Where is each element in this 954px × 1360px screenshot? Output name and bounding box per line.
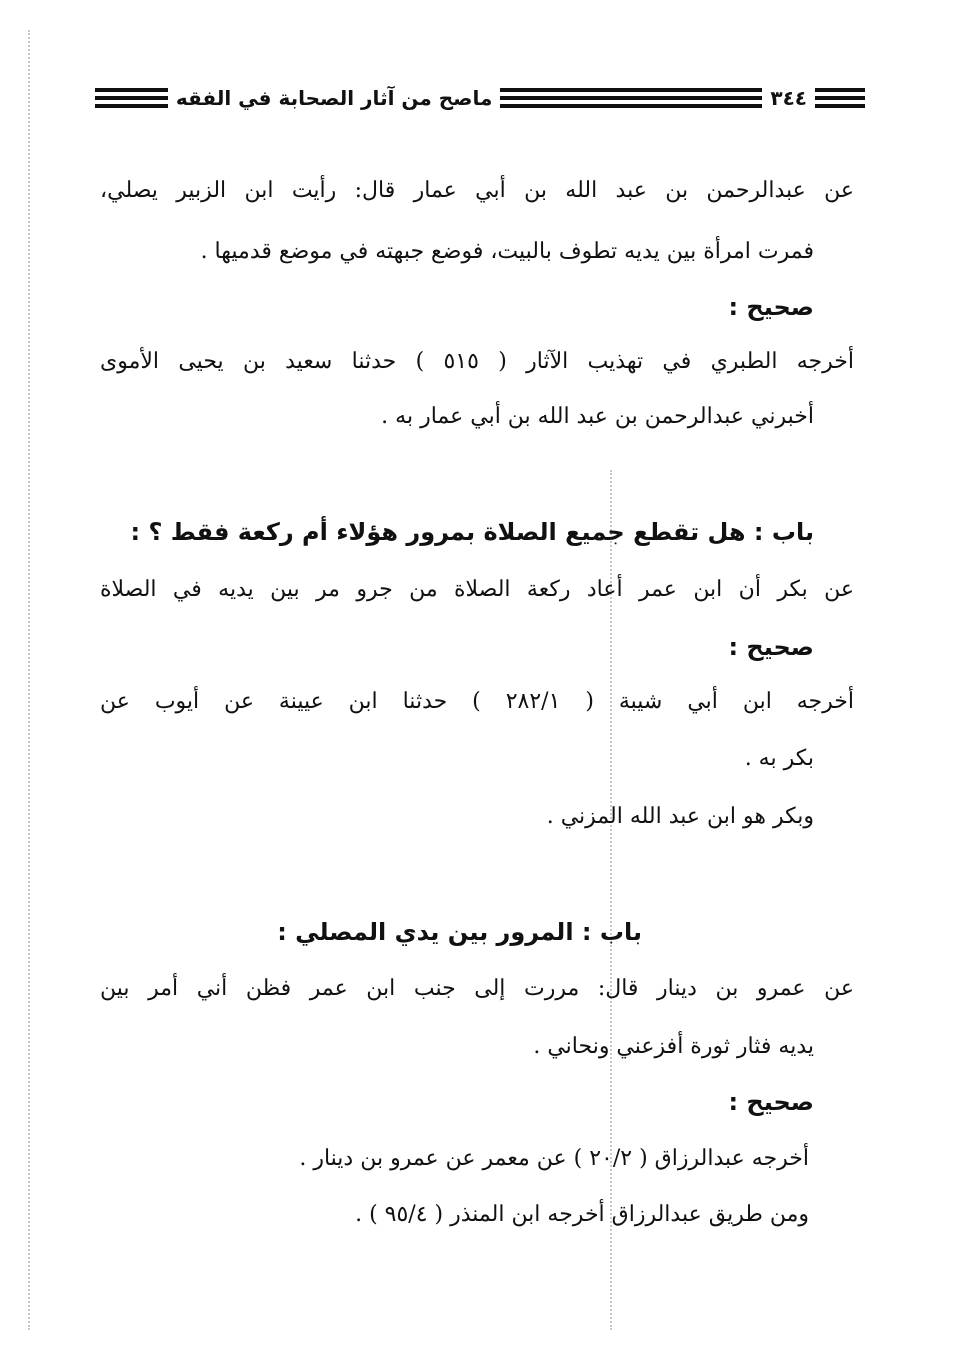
narration-line: فمرت امرأة بين يديه تطوف بالبيت، فوضع جبهته في موضع قدميها . xyxy=(200,239,814,264)
takhrij-line: أخرجه ابن أبي شيبة ( ٢٨٢/١ ) حدثنا ابن عيينة عن أيوب عن xyxy=(100,689,855,714)
note-line: وبكر هو ابن عبد الله المزني . xyxy=(546,804,814,829)
header-rule xyxy=(815,88,865,108)
page-number: ٣٤٤ xyxy=(770,86,807,110)
grading-label: صحيح : xyxy=(728,633,814,661)
narration-line: عن بكر أن ابن عمر أعاد ركعة الصلاة من جرو مر بين يديه في الصلاة xyxy=(100,577,854,602)
takhrij-line: بكر به . xyxy=(744,746,814,771)
chapter-heading: باب : هل تقطع جميع الصلاة بمرور هؤلاء أم ركعة فقط ؟ : xyxy=(130,518,814,546)
takhrij-line: ومن طريق عبدالرزاق أخرجه ابن المنذر ( ٩٥/٤ ) . xyxy=(355,1202,809,1227)
takhrij-line: أخرجه الطبري في تهذيب الآثار ( ٥١٥ ) حدثنا سعيد بن يحيى الأموى xyxy=(100,349,854,374)
header-rule xyxy=(500,88,762,108)
narration-line: عن عبدالرحمن بن عبد الله بن أبي عمار قال: رأيت ابن الزبير يصلي، xyxy=(100,178,854,203)
takhrij-line: أخبرني عبدالرحمن بن عبد الله بن أبي عمار به . xyxy=(381,404,814,429)
chapter-heading: باب : المرور بين يدي المصلي : xyxy=(277,918,642,946)
grading-label: صحيح : xyxy=(728,1088,814,1116)
page-header xyxy=(95,84,865,112)
scan-artifact-dotted-line xyxy=(28,30,32,1330)
narration-line: يديه فثار ثورة أفزعني ونحاني . xyxy=(533,1034,814,1059)
takhrij-line: أخرجه عبدالرزاق ( ٢٠/٢ ) عن معمر عن عمرو بن دينار . xyxy=(299,1146,809,1171)
grading-label: صحيح : xyxy=(728,293,814,321)
narration-line: عن عمرو بن دينار قال: مررت إلى جنب ابن عمر فظن أني أمر بين xyxy=(100,976,854,1001)
header-rule xyxy=(95,88,168,108)
running-title: ماصح من آثار الصحابة في الفقه xyxy=(175,86,493,110)
